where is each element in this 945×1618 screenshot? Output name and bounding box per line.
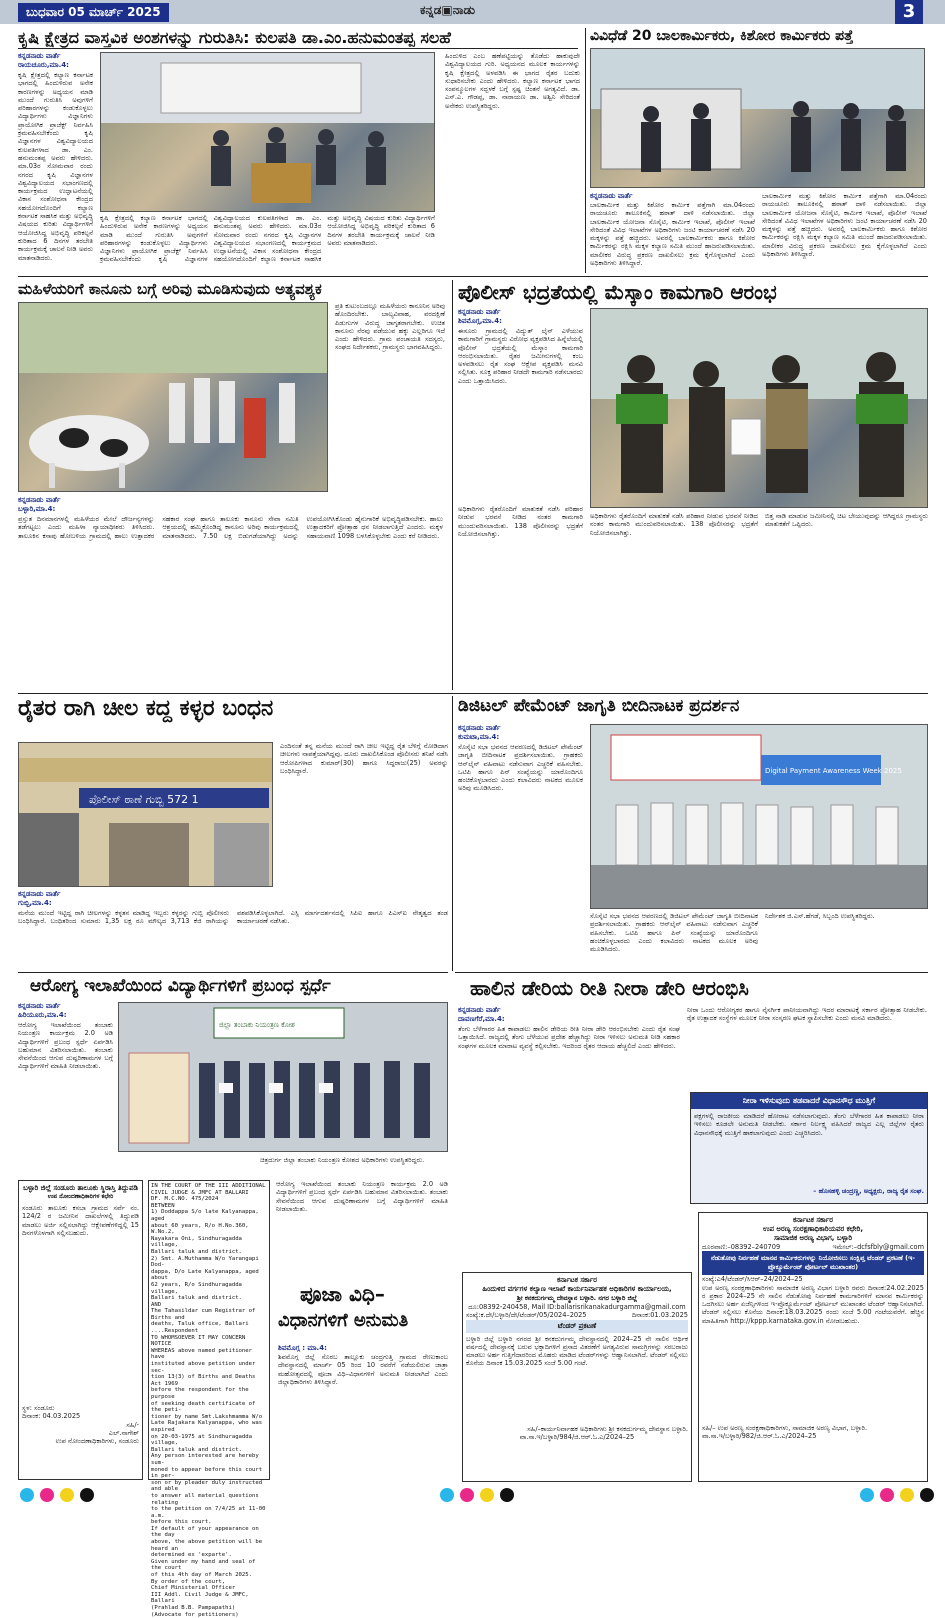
court-notice-line: of this 4th day of March 2025.	[151, 1572, 253, 1579]
court-notice-line: NOTICE	[151, 1341, 172, 1348]
mescom-protest-photo	[590, 308, 928, 508]
court-notice-line: before the respondent for the purpose	[151, 1387, 249, 1400]
neera-box-signature: – ಹೊಸಹಳ್ಳಿ ಚಂದ್ರಣ್ಣ, ಅಧ್ಯಕ್ಷರು, ರಾಜ್ಯ ರೈತ ಸಂಘ.	[813, 1187, 924, 1195]
tender-sign: ಸಹಿ/– ಉಪ ಅರಣ್ಯ ಸಂರಕ್ಷಣಾಧಿಕಾರಿಗಳು, ಸಾಮಾಜಿಕ ಅರಣ್ಯ ವಿಭಾಗ, ಬಳ್ಳಾರಿ.	[702, 1423, 868, 1432]
tender-footer: ವಾ.ಸಾ.ಇ/ಬಳ್ಳಾರಿ/982/ಜಿ.ಆರ್.ಓ.ಎ/2024–25	[702, 1431, 817, 1440]
dateline: ಕುಮಟಾ,ಮಾ.4:	[458, 733, 500, 741]
court-notice-line: III Addl. Civil Judge & JMFC, Ballari	[151, 1591, 249, 1605]
court-notice-line: Ballari taluk and district.	[151, 1446, 242, 1453]
article-headline: ಪೂಜಾ ವಿಧಿ–	[300, 1282, 385, 1306]
tender-footer: ವಾ.ಸಾ.ಇ/ಬಳ್ಳಾರಿ/984/ಜಿ.ಆರ್.ಓ.ಎ/2024–25	[519, 1432, 635, 1441]
court-notice-line: The Tahasildar cum Registrar of Births and	[151, 1308, 256, 1321]
court-notice-line: Nayakara Oni, Sindhuragadda village,	[151, 1235, 242, 1249]
tender-govt: ಕರ್ನಾಟಕ ಸರ್ಕಾರ	[793, 1216, 833, 1224]
article-body-cont: ಆರೋಗ್ಯ ಇಲಾಖೆಯಿಂದ ತಂಬಾಕು ನಿಯಂತ್ರಣ ಕಾರ್ಯಕ್ರಮ 2.0 ಅಡಿ ವಿದ್ಯಾರ್ಥಿಗಳಿಗೆ ಪ್ರಬಂಧ ಸ್ಪರ್ಧೆ ಏರ್ಪಡಿಸಿ ಬಹುಮಾನ ವಿತರಿಸಲಾಯಿತು. ತಂಬಾಕು ಸೇವನೆಯಿಂದ ಆಗುವ ದುಷ್ಪರಿಣಾಮಗಳ ಬಗ್ಗೆ ವಿದ್ಯಾರ್ಥಿಗಳಿಗೆ ಮಾಹಿತಿ ನೀಡಲಾಯಿತು.	[276, 1180, 448, 1213]
page-header	[0, 0, 945, 24]
photo-caption: ನಿರ್ದೇಶಕ ಜಿ.ಎಸ್.ಹೆಗಡೆ, ಸಿಬ್ಬಂದಿ ಉಪಸ್ಥಿತರಿದ್ದರು.	[765, 912, 875, 920]
photo-content-icon	[19, 743, 272, 886]
article-headline-2: ವಿಧಾನಗಳಿಗೆ ಅನುಮತಿ	[278, 1310, 409, 1331]
court-notice-line: TO WHOMSOEVER IT MAY CONCERN	[151, 1334, 246, 1341]
court-notice-line: (Prahlad B.B. Pampapathi)	[151, 1605, 236, 1611]
black-mark-icon	[920, 1488, 934, 1502]
photo-content-icon	[591, 49, 924, 187]
tender-body: ಉಪ ಅರಣ್ಯ ಸಂರಕ್ಷಣಾಧಿಕಾರಿಗಳು ಸಾಮಾಜಿಕ ಅರಣ್ಯ ವಿಭಾಗ ಬಳ್ಳಾರಿ ರವರು ದಿನಾಂಕ:24.02.2025 ರ ಪ್ರಕಾರ 2024–25 ನೇ ಸಾಲಿನ ನೆಡುತೋಪು ನಿರ್ವಹಣೆ ಕಾಮಗಾರಿಗಳಿಗೆ ಮಾನವ ಕಾರ್ಮಿಕರನ್ನು ಒದಗಿಸಲು ಅರ್ಹ ಏಜೆನ್ಸಿಗಳಿಂದ ಇ-ಪ್ರೊಕ್ಯೂರ್ಮೆಂಟ್ ಪೋರ್ಟಲ್ ಮುಖಾಂತರ ಟೆಂಡರ್ ಆಹ್ವಾನಿಸಲಾಗಿದೆ. ಟೆಂಡರ್ ಸಲ್ಲಿಸಲು ಕೊನೆಯ ದಿನಾಂಕ:18.03.2025 ರಂದು ಸಂಜೆ 5.00 ಗಂಟೆಯವರೆಗೆ. ಹೆಚ್ಚಿನ ಮಾಹಿತಿಗಾಗಿ http://kppp.karnataka.gov.in ನೋಡಬಹುದು.	[702, 1283, 924, 1325]
yellow-mark-icon	[900, 1488, 914, 1502]
black-mark-icon	[80, 1488, 94, 1502]
article-body: ಸೊಸೈಟಿ ಸಭಾ ಭವನದ ಆವರಣದಲ್ಲಿ ಡಿಜಿಟಲ್ ಪೇಮೆಂಟ್ ಜಾಗೃತಿ ಬೀದಿನಾಟಕ ಪ್ರದರ್ಶಿಸಲಾಯಿತು. ಗ್ರಾಹಕರು ಆನ್‌ಲೈನ್ ವಹಿವಾಟು ನಡೆಸುವಾಗ ಎಚ್ಚರಿಕೆ ವಹಿಸಬೇಕು. ಒಟಿಪಿ ಹಾಗೂ ಪಿನ್ ಸಂಖ್ಯೆಯನ್ನು ಯಾರೊಂದಿಗೂ ಹಂಚಿಕೊಳ್ಳಬಾರದು ಎಂದು ಕಲಾವಿದರು ನಾಟಕದ ಮೂಲಕ ಅರಿವು ಮೂಡಿಸಿದರು.	[458, 743, 583, 793]
byline: ಕನ್ನಡನಾಡು ವಾರ್ತೆ	[18, 496, 61, 504]
article-body: ಶಿವಮೊಗ್ಗ ಜಿಲ್ಲೆ ಸೊರಬ ತಾಲ್ಲೂಕು ಚಂದ್ರಗುತ್ತಿ ಗ್ರಾಮದ ರೇಣುಕಾಂಬ ದೇವಸ್ಥಾನದಲ್ಲಿ ಮಾರ್ಚ್ 05 ರಿಂದ 10 ರವರೆಗೆ ನಡೆಯಲಿರುವ ಜಾತ್ರಾ ಮಹೋತ್ಸವದಲ್ಲಿ ಪೂಜಾ ವಿಧಿ–ವಿಧಾನಗಳಿಗೆ ಅನುಮತಿ ನೀಡಲಾಗಿದೆ ಎಂದು ಜಿಲ್ಲಾಧಿಕಾರಿಗಳು ತಿಳಿಸಿದ್ದಾರೆ.	[278, 1353, 448, 1386]
court-notice-line: 62 years, R/o Sindhuragadda village,	[151, 1281, 242, 1295]
court-notice-line: Chief Ministerial Officer	[151, 1585, 236, 1592]
article-headline: ರೈತರ ರಾಗಿ ಚೀಲ ಕದ್ದ ಕಳ್ಳರ ಬಂಧನ	[18, 696, 274, 721]
byline: ಕನ್ನಡನಾಡು ವಾರ್ತೆ	[18, 1002, 61, 1010]
tender-sign: ಸಹಿ/–ಕಾರ್ಯನಿರ್ವಾಹಕ ಅಧಿಕಾರಿಗಳು ಶ್ರೀ ಕನಕದುರ್ಗಮ್ಮ ದೇವಸ್ಥಾನ ಬಳ್ಳಾರಿ.	[527, 1424, 688, 1433]
article-body-cont: ಕೃಷಿ ಕ್ಷೇತ್ರದಲ್ಲಿ ಕಲ್ಯಾಣ ಕರ್ನಾಟಕ ಭಾಗದಲ್ಲಿ ಹಿಂದುಳಿರುವ ಅನೇಕ ಕಾರಣಗಳನ್ನು ಅಧ್ಯಯನ ಮಾಡಿ ಮುಂದೆ ಗುರುತಿಸಿ ಅವುಗಳಿಗೆ ಪರಿಹಾರಗಳನ್ನು ಕಂಡುಕೊಳ್ಳಲು ವಿದ್ಯಾರ್ಥಿಗಳು ವಿಜ್ಞಾನಿಗಳು ಪ್ರಾಯೋಗಿಕ ಪ್ರಾಜೆಕ್ಟ್ ನಿರ್ವಹಿಸಿ ಕ್ರಮವಹಿಸಬೇಕೆಂದು ಕೃಷಿ ವಿಜ್ಞಾನಗಳ ವಿಶ್ವವಿದ್ಯಾಲಯದ ಕುಲಪತಿಗಳಾದ ಡಾ. ಎಂ. ಹನುಮಂತಪ್ಪ ಅವರು ಹೇಳಿದರು. ಮಾ.03ರ ಸೋಮವಾರ ರಂದು ನಗರದ ಕೃಷಿ ವಿಜ್ಞಾನಗಳ ವಿಶ್ವವಿದ್ಯಾಲಯದ ಸಭಾಂಗಣದಲ್ಲಿ ಕಾರ್ಯಕ್ರಮದ ಉದ್ಘಾಟನೆಯಲ್ಲಿ ವಿಕಾಸ ಸಂಶೋಧನಾ ಕೇಂದ್ರದ ಸಹಯೋಗದೊಂದಿಗೆ ಕಲ್ಯಾಣ ಕರ್ನಾಟಕ ಸಾಹಸಿಕ ಮತ್ತು ಅಭಿವೃದ್ಧಿ ವಿಷಯದ ಕುರಿತು ವಿದ್ಯಾರ್ಥಿಗಳಿಗೆ ಆಯೋಜಿಸಿದ್ದ ಅಭಿವೃದ್ಧಿ ಪರಿಕಲ್ಪನೆ ಕುರಿತಾದ 6 ದಿನಗಳ ತರಬೇತಿ ಕಾರ್ಯಕ್ರಮಕ್ಕೆ ಚಾಲನೆ ನೀಡಿ ಅವರು ಮಾತನಾಡಿದರು.	[100, 214, 435, 264]
column-divider	[452, 280, 453, 690]
article-headline: ಹಾಲಿನ ಡೇರಿಯ ರೀತಿ ನೀರಾ ಡೇರಿ ಆರಂಭಿಸಿ	[470, 976, 749, 1000]
court-notice-line: instituted above petition under sec-	[151, 1361, 256, 1374]
notice-sign-5: ಉಪ ನೋಂದಣಾಧಿಕಾರಿಗಳು, ಸಂಡೂರು	[55, 1437, 139, 1446]
divider	[455, 972, 928, 973]
tender-bar: ನೆಡುತೋಪು ನಿರ್ವಹಣೆ ಮಾನವ ಕಾರ್ಮಿಕರುಗಳನ್ನು ನಿಯೋಜಿಸಲು ಸಂಕ್ಷಿಪ್ತ ಟೆಂಡರ್ ಪ್ರಕಟಣೆ (ಇ-ಪ್ರೊಕ್ಯೂರ್ಮೆಂಟ್ ಪೋರ್ಟಲ್ ಮುಖಾಂತರ)	[702, 1251, 924, 1275]
photo-caption: ಬಿತ್ತ ನಾಡಿ ಮಾಡುವ ಜಮೀನಿನಲ್ಲಿ ಚಿಟ ಬೇಯುವುದನ್ನು ಆಗಿದ್ದರೂ ಗ್ರಾಮಸ್ಥರು ಮಾತುಕತೆಗೆ ಒಪ್ಪಿದರು.	[765, 512, 928, 529]
article-body-cont: ಅಧಿಕಾರಿಗಳು ರೈತರೊಂದಿಗೆ ಮಾತುಕತೆ ನಡೆಸಿ ಪರಿಹಾರ ನೀಡುವ ಭರವಸೆ ನೀಡಿದ ನಂತರ ಕಾಮಗಾರಿ ಮುಂದುವರಿಸಲಾಯಿತು. 138 ಪೊಲೀಸರನ್ನು ಭದ್ರತೆಗೆ ನಿಯೋಜಿಸಲಾಗಿತ್ತು.	[590, 512, 758, 537]
neera-box-title: ನೀರಾ ಇಳಿಸುವುದು ತಡವಾದರೆ ವಿಧಾನಸೌಧ ಮುತ್ತಿಗೆ	[691, 1093, 927, 1109]
court-notice-line: Given under my hand and seal of the court	[151, 1558, 256, 1572]
court-notice	[148, 1180, 270, 1618]
forest-tender-notice	[698, 1212, 928, 1482]
tender-email: ಇಮೇಲ್:–dcfsfbly@gmail.com	[832, 1243, 924, 1251]
tender-ref: ಸಂಖ್ಯೆ:ಎ4/ಟೆಂಡರ್/ಸಿಆರ್–24/2024–25	[702, 1275, 803, 1284]
cyan-mark-icon	[20, 1488, 34, 1502]
court-notice-line: Ballari taluk and district.	[151, 1248, 242, 1255]
photo-content-icon	[119, 1003, 447, 1151]
article-body: ಕೃಷಿ ಕ್ಷೇತ್ರದಲ್ಲಿ ಕಲ್ಯಾಣ ಕರ್ನಾಟಕ ಭಾಗದಲ್ಲಿ ಹಿಂದುಳಿರುವ ಅನೇಕ ಕಾರಣಗಳನ್ನು ಅಧ್ಯಯನ ಮಾಡಿ ಮುಂದೆ ಗುರುತಿಸಿ ಅವುಗಳಿಗೆ ಪರಿಹಾರಗಳನ್ನು ಕಂಡುಕೊಳ್ಳಲು ವಿದ್ಯಾರ್ಥಿಗಳು ವಿಜ್ಞಾನಿಗಳು ಪ್ರಾಯೋಗಿಕ ಪ್ರಾಜೆಕ್ಟ್ ನಿರ್ವಹಿಸಿ ಕ್ರಮವಹಿಸಬೇಕೆಂದು ಕೃಷಿ ವಿಜ್ಞಾನಗಳ ವಿಶ್ವವಿದ್ಯಾಲಯದ ಕುಲಪತಿಗಳಾದ ಡಾ. ಎಂ. ಹನುಮಂತಪ್ಪ ಅವರು ಹೇಳಿದರು. ಮಾ.03ರ ಸೋಮವಾರ ರಂದು ನಗರದ ಕೃಷಿ ವಿಜ್ಞಾನಗಳ ವಿಶ್ವವಿದ್ಯಾಲಯದ ಸಭಾಂಗಣದಲ್ಲಿ ಕಾರ್ಯಕ್ರಮದ ಉದ್ಘಾಟನೆಯಲ್ಲಿ ವಿಕಾಸ ಸಂಶೋಧನಾ ಕೇಂದ್ರದ ಸಹಯೋಗದೊಂದಿಗೆ ಕಲ್ಯಾಣ ಕರ್ನಾಟಕ ಸಾಹಸಿಕ ಮತ್ತು ಅಭಿವೃದ್ಧಿ ವಿಷಯದ ಕುರಿತು ವಿದ್ಯಾರ್ಥಿಗಳಿಗೆ ಆಯೋಜಿಸಿದ್ದ ಅಭಿವೃದ್ಧಿ ಪರಿಕಲ್ಪನೆ ಕುರಿತಾದ 6 ದಿನಗಳ ತರಬೇತಿ ಕಾರ್ಯಕ್ರಮಕ್ಕೆ ಚಾಲನೆ ನೀಡಿ ಅವರು ಮಾತನಾಡಿದರು.	[18, 71, 93, 262]
tender-body: ಬಳ್ಳಾರಿ ಜಿಲ್ಲೆ ಬಳ್ಳಾರಿ ನಗರದ ಶ್ರೀ ಕನಕದುರ್ಗಮ್ಮ ದೇವಸ್ಥಾನದಲ್ಲಿ 2024–25 ನೇ ಸಾಲಿನ ಆರ್ಥಿಕ ವರ್ಷದಲ್ಲಿ ದೇವಸ್ಥಾನಕ್ಕೆ ಬರುವ ಭಕ್ತಾದಿಗಳಿಗೆ ಪ್ರಸಾದ ವಿತರಣೆಗೆ ಅಗತ್ಯವಿರುವ ಸಾಮಗ್ರಿಗಳನ್ನು ಸರಬರಾಜು ಮಾಡಲು ಅರ್ಹ ಗುತ್ತಿಗೆದಾರರಿಂದ ಮೊಹರು ಮಾಡಿದ ಟೆಂಡರ್‌ಗಳನ್ನು ಆಹ್ವಾನಿಸಲಾಗಿದೆ. ಟೆಂಡರ್ ಸಲ್ಲಿಸಲು ಕೊನೆಯ ದಿನಾಂಕ 15.03.2025 ಸಂಜೆ 5.00 ಗಂಟೆ.	[466, 1334, 688, 1368]
court-notice-line: WHEREAS above named petitioner have	[151, 1347, 253, 1361]
court-notice-line: (Advocate for petitioners)	[151, 1611, 239, 1618]
court-notice-line: By order of the court,	[151, 1578, 226, 1585]
article-body-2: ಪ್ರತಿ ಕುಟುಂಬದಲ್ಲೂ ಮಹಿಳೆಯರು ಕಾನೂನಿನ ಅರಿವು ಹೊಂದಿರಬೇಕು. ಬಾಲ್ಯವಿವಾಹ, ವರದಕ್ಷಿಣೆ ಪಿಡುಗುಗಳ ವಿರುದ್ಧ ಜಾಗೃತರಾಗಬೇಕು. ಉಚಿತ ಕಾನೂನು ನೆರವು ಪಡೆಯುವ ಹಕ್ಕು ಎಲ್ಲರಿಗೂ ಇದೆ ಎಂದು ಹೇಳಿದರು. ಗ್ರಾಮ ಪಂಚಾಯತಿ ಸದಸ್ಯರು, ಸಂಘದ ನಿರ್ದೇಶಕರು, ಗ್ರಾಮಸ್ಥರು ಭಾಗವಹಿಸಿದ್ದರು.	[335, 302, 445, 352]
article-body-cont: ಬಾಲಕಾರ್ಮಿಕ ಮತ್ತು ಕಿಶೋರ ಕಾರ್ಮಿಕ ಪತ್ತೆಗಾಗಿ ಮಾ.04ರಂದು ರಾಯಚೂರು ತಾಲೂಕಿನಲ್ಲಿ ಹಠಾತ್ ದಾಳಿ ನಡೆಸಲಾಯಿತು. ಜಿಲ್ಲಾ ಬಾಲಕಾರ್ಮಿಕ ಯೋಜನಾ ಸೊಸೈಟಿ, ಕಾರ್ಮಿಕ ಇಲಾಖೆ, ಪೊಲೀಸ್ ಇಲಾಖೆ ಸೇರಿದಂತೆ ವಿವಿಧ ಇಲಾಖೆಗಳ ಅಧಿಕಾರಿಗಳು ಜಂಟಿ ಕಾರ್ಯಾಚರಣೆ ನಡೆಸಿ 20 ಮಕ್ಕಳನ್ನು ಪತ್ತೆ ಹಚ್ಚಿದರು. ಅವರಲ್ಲಿ ಬಾಲಕಾರ್ಮಿಕರು ಹಾಗೂ ಕಿಶೋರ ಕಾರ್ಮಿಕರನ್ನು ರಕ್ಷಿಸಿ ಮಕ್ಕಳ ಕಲ್ಯಾಣ ಸಮಿತಿ ಮುಂದೆ ಹಾಜರುಪಡಿಸಲಾಯಿತು. ಮಾಲೀಕರ ವಿರುದ್ಧ ಪ್ರಕರಣ ದಾಖಲಿಸಲು ಕ್ರಮ ಕೈಗೊಳ್ಳಲಾಗಿದೆ ಎಂದು ಅಧಿಕಾರಿಗಳು ತಿಳಿಸಿದ್ದಾರೆ.	[762, 192, 927, 259]
board-text: ಜಿಲ್ಲಾ ತಂಬಾಕು ನಿಯಂತ್ರಣ ಕೋಶ	[219, 1021, 295, 1029]
article-body-2: ಎಂದಿನಂತೆ ತನ್ನ ಮನೆಯ ಮುಂದೆ ರಾಗಿ ಚೀಲ ಇಟ್ಟಿದ್ದ ರೈತ ಬೆಳಿಗ್ಗೆ ನೋಡಿದಾಗ ಚೀಲಗಳು ನಾಪತ್ತೆಯಾಗಿದ್ದವು. ದೂರು ದಾಖಲಿಸಿಕೊಂಡ ಪೊಲೀಸರು ತನಿಖೆ ನಡೆಸಿ ಆರೋಪಿಗಳಾದ ಕುಮಾರ್(30) ಹಾಗೂ ಸಿದ್ದರಾಜು(25) ಅವರನ್ನು ಬಂಧಿಸಿದ್ದಾರೆ.	[280, 742, 448, 775]
magenta-mark-icon	[40, 1488, 54, 1502]
photo-caption: ಚಿತ್ರದುರ್ಗ ಜಿಲ್ಲಾ ತಂಬಾಕು ನಿಯಂತ್ರಣ ಕೋಶದ ಅಧಿಕಾರಿಗಳು ಉಪಸ್ಥಿತರಿದ್ದರು.	[260, 1156, 425, 1164]
byline: ಕನ್ನಡನಾಡು ವಾರ್ತೆ	[18, 52, 61, 60]
court-notice-line: to the petition on 7/4/25 at 11-00 a.m.	[151, 1506, 266, 1519]
dateline: ಶಿವಮೊಗ್ಗ,ಮಾ.4:	[458, 317, 502, 325]
temple-tender-notice	[462, 1272, 692, 1482]
page-number: 3	[895, 0, 923, 24]
tender-bar: ಟೆಂಡರ್ ಪ್ರಕಟಣೆ	[466, 1320, 688, 1333]
court-notice-text	[151, 1183, 267, 1618]
article-body: ಈಸೂರು ಗ್ರಾಮದಲ್ಲಿ ವಿದ್ಯುತ್ ಲೈನ್ ಎಳೆಯುವ ಕಾಮಗಾರಿಗೆ ಗ್ರಾಮಸ್ಥರು ವಿರೋಧ ವ್ಯಕ್ತಪಡಿಸಿದ ಹಿನ್ನೆಲೆಯಲ್ಲಿ ಪೊಲೀಸ್ ಭದ್ರತೆಯಲ್ಲಿ ಮೆಸ್ಕಾಂ ಕಾಮಗಾರಿ ಆರಂಭಿಸಲಾಯಿತು. ರೈತರ ಜಮೀನುಗಳಲ್ಲಿ ಕಂಬ ಅಳವಡಿಸಲು ರೈತ ಸಂಘ ಆಕ್ಷೇಪ ವ್ಯಕ್ತಪಡಿಸಿ ಮನವಿ ಸಲ್ಲಿಸಿತು. ಸೂಕ್ತ ಪರಿಹಾರ ನೀಡದೇ ಕಾಮಗಾರಿ ನಡೆಸಬಾರದು ಎಂದು ಒತ್ತಾಯಿಸಿದರು.	[458, 327, 583, 385]
court-notice-line: to answer all material questions relating	[151, 1492, 259, 1506]
masthead: ಕನ್ನಡ▣ನಾಡು	[420, 3, 476, 17]
photo-content-icon	[101, 53, 434, 211]
court-notice-line: Ballari taluk and district.	[151, 1295, 242, 1302]
article-body: ಆರೋಗ್ಯ ಇಲಾಖೆಯಿಂದ ತಂಬಾಕು ನಿಯಂತ್ರಣ ಕಾರ್ಯಕ್ರಮ 2.0 ಅಡಿ ವಿದ್ಯಾರ್ಥಿಗಳಿಗೆ ಪ್ರಬಂಧ ಸ್ಪರ್ಧೆ ಏರ್ಪಡಿಸಿ ಬಹುಮಾನ ವಿತರಿಸಲಾಯಿತು. ತಂಬಾಕು ಸೇವನೆಯಿಂದ ಆಗುವ ದುಷ್ಪರಿಣಾಮಗಳ ಬಗ್ಗೆ ವಿದ್ಯಾರ್ಥಿಗಳಿಗೆ ಮಾಹಿತಿ ನೀಡಲಾಯಿತು.	[18, 1021, 113, 1071]
divider	[18, 693, 928, 694]
article-headline: ಮಹಿಳೆಯರಿಗೆ ಕಾನೂನು ಬಗ್ಗೆ ಅರಿವು ಮೂಡಿಸುವುದು ಅತ್ಯವಶ್ಯಕ	[18, 280, 322, 298]
station-sign: ಪೊಲೀಸ್ ಠಾಣೆ ಗುಬ್ಬಿ 572 1	[89, 793, 199, 806]
article-headline: ಆರೋಗ್ಯ ಇಲಾಖೆಯಿಂದ ವಿದ್ಯಾರ್ಥಿಗಳಿಗೆ ಪ್ರಬಂಧ ಸ್ಪರ್ಧೆ	[30, 976, 331, 996]
tender-office: ಉಪ ಅರಣ್ಯ ಸಂರಕ್ಷಣಾಧಿಕಾರಿಯವರ ಕಛೇರಿ,	[762, 1225, 864, 1233]
article-body-2: ನೀರಾ ಒಂದು ಆರೋಗ್ಯಕರ ಹಾಗೂ ನೈಸರ್ಗಿಕ ಪಾನೀಯವಾಗಿದ್ದು ಇದರ ಮಾರಾಟಕ್ಕೆ ಸರ್ಕಾರ ಪ್ರೋತ್ಸಾಹ ನೀಡಬೇಕು. ರೈತ ಉತ್ಪಾದಕ ಸಂಸ್ಥೆಗಳ ಮೂಲಕ ನೀರಾ ಸಂಸ್ಕರಣ ಘಟಕ ಸ್ಥಾಪಿಸಬೇಕು ಎಂದು ಮನವಿ ಮಾಡಿದರು.	[687, 1006, 927, 1023]
court-notice-line: ....Respondent	[151, 1328, 199, 1335]
divider	[18, 276, 928, 277]
yellow-mark-icon	[480, 1488, 494, 1502]
tender-date: ದಿನಾಂಕ:01.03.2025	[631, 1311, 688, 1320]
photo-content-icon	[19, 303, 327, 491]
cyan-mark-icon	[440, 1488, 454, 1502]
photo-content-icon	[591, 725, 927, 908]
cow-event-photo	[18, 302, 328, 492]
police-station-photo	[18, 742, 273, 887]
byline: ಶಿವಮೊಗ್ಗ : ಮಾ.4:	[278, 1344, 327, 1352]
banner-text: Digital Payment Awareness Week 2025	[765, 767, 902, 775]
court-notice-line: IN THE COURT OF THE III ADDITIONAL	[151, 1183, 266, 1189]
dateline: ಗುಬ್ಬಿ,ಮಾ.4:	[18, 899, 52, 907]
article-body: ಪ್ರಸ್ತುತ ದಿನಮಾನಗಳಲ್ಲಿ ಮಹಿಳೆಯರ ಮೇಲೆ ದೌರ್ಜನ್ಯಗಳನ್ನು ತಡೆಗಟ್ಟಲು ಎಂದು ಮಹಿಳಾ ನ್ಯಾಯಾಧೀಶರು ತಿಳಿಸಿದರು. ತಾಲೂಕಿನ ಕಸಾಪು ಹೋಬಳಿಯ ಗ್ರಾಮದಲ್ಲಿ ಹಾಲು ಉತ್ಪಾದಕರ ಸಹಕಾರ ಸಂಘ ಹಾಗೂ ತಾಲೂಕು ಕಾನೂನು ಸೇವಾ ಸಮಿತಿ ಆಶ್ರಯದಲ್ಲಿ ಹಮ್ಮಿಕೊಂಡಿದ್ದ ಕಾನೂನು ಅರಿವು ಕಾರ್ಯಕ್ರಮದಲ್ಲಿ ಮಾತನಾಡಿದರು. 7.50 ಲಕ್ಷ ಬಿಡುಗಡೆಯಾಗಿದ್ದು ಅದನ್ನು ಉಪಯೋಗಿಸಿಕೊಂಡು ಹೈನುಗಾರಿಕೆ ಅಭಿವೃದ್ಧಿಪಡಿಸಬೇಕು. ಹಾಲು ಉತ್ಪಾದಕರಿಗೆ ಪ್ರೋತ್ಸಾಹ ಧನ ನೀಡಲಾಗುತ್ತಿದೆ ಎಂದರು. ಮಕ್ಕಳ ಸಹಾಯವಾಣಿ 1098 ಬಳಸಿಕೊಳ್ಳಬೇಕು ಎಂದು ಕರೆ ನೀಡಿದರು.	[18, 515, 443, 540]
cyan-mark-icon	[860, 1488, 874, 1502]
street-play-photo	[590, 724, 928, 909]
court-notice-line: AND	[151, 1301, 162, 1308]
tender-ref: ಸಂಖ್ಯೆ:ಕ.ದೇ/ಬಳ್ಳಾರಿ/ದೇ/ಟೆಂಡರ್/05/2024–2025	[466, 1311, 587, 1320]
article-body-2: ಹಿಂದುಳಿದ ಎಂಬ ಹಣೆಪಟ್ಟಿಯನ್ನು ತೊಡೆದು ಹಾಕುವುದೇ ವಿಶ್ವವಿದ್ಯಾಲಯದ ಗುರಿ. ಅಧ್ಯಯನದ ಮೂಲಕ ಕಾರ್ಯಗಳನ್ನು ಕೃಷಿ ಕ್ಷೇತ್ರದಲ್ಲಿ ಅಳವಡಿಸಿ ಈ ಭಾಗದ ರೈತರ ಬದುಕು ಸುಧಾರಿಸಬೇಕು ಎಂದು ಹೇಳಿದರು. ಕಲ್ಯಾಣ ಕರ್ನಾಟಕ ಭಾಗದ ಸಂಪನ್ಮೂಲಗಳ ಸದ್ಬಳಕೆ ಬಗ್ಗೆ ಸ್ಪಷ್ಟ ಚಿಂತನೆ ಅಗತ್ಯವಿದೆ. ಡಾ. ಎಸ್.ಎ. ಗೌಡಪ್ಪ, ಡಾ. ನಾರಾಯಣ ಡಾ. ಅಶ್ವಿನಿ ಸೇರಿದಂತೆ ಅನೇಕರು ಉಪಸ್ಥಿತರಿದ್ದರು.	[445, 52, 580, 110]
column-divider	[452, 696, 453, 971]
byline: ಕನ್ನಡನಾಡು ವಾರ್ತೆ	[458, 1006, 501, 1014]
notice-subtitle: ಉಪ ನೋಂದಣಾಧಿಕಾರಿಗಳ ಕಛೇರಿ	[47, 1193, 114, 1200]
court-notice-line: son or by pleader duly instructed and able	[151, 1479, 263, 1493]
registration-marks-center	[440, 1488, 514, 1502]
tender-contact: ದೂ:08392-240458, Mail ID:ballarisrikanakadurgamma@gmail.com	[468, 1303, 686, 1311]
property-notice	[18, 1180, 143, 1480]
court-notice-line: dappa, D/o Late Kalyanappa, aged about	[151, 1268, 259, 1282]
article-headline: ವಿವಿಧೆಡೆ 20 ಬಾಲಕಾರ್ಮಿಕರು, ಕಿಶೋರ ಕಾರ್ಮಿಕರು ಪತ್ತೆ	[590, 28, 854, 44]
article-body-cont: ಸೊಸೈಟಿ ಸಭಾ ಭವನದ ಆವರಣದಲ್ಲಿ ಡಿಜಿಟಲ್ ಪೇಮೆಂಟ್ ಜಾಗೃತಿ ಬೀದಿನಾಟಕ ಪ್ರದರ್ಶಿಸಲಾಯಿತು. ಗ್ರಾಹಕರು ಆನ್‌ಲೈನ್ ವಹಿವಾಟು ನಡೆಸುವಾಗ ಎಚ್ಚರಿಕೆ ವಹಿಸಬೇಕು. ಒಟಿಪಿ ಹಾಗೂ ಪಿನ್ ಸಂಖ್ಯೆಯನ್ನು ಯಾರೊಂದಿಗೂ ಹಂಚಿಕೊಳ್ಳಬಾರದು ಎಂದು ಕಲಾವಿದರು ನಾಟಕದ ಮೂಲಕ ಅರಿವು ಮೂಡಿಸಿದರು.	[590, 912, 758, 954]
court-notice-line: about 60 years, R/o H.No.360, W.No.2,	[151, 1222, 249, 1236]
notice-sign-4: ಎಲ್.ನಾಗೇಶ್	[108, 1428, 139, 1437]
tender-sub: ಶ್ರೀ ಕನಕದುರ್ಗಮ್ಮ ದೇವಸ್ಥಾನ ಬಳ್ಳಾರಿ. ನಗರ ಬಳ್ಳಾರಿ ಜಿಲ್ಲೆ	[516, 1294, 638, 1302]
byline: ಕನ್ನಡನಾಡು ವಾರ್ತೆ	[18, 890, 61, 898]
divider	[18, 972, 448, 973]
notice-sign-2: ದಿನಾಂಕ: 04.03.2025	[22, 1412, 81, 1421]
magenta-mark-icon	[880, 1488, 894, 1502]
tender-office: ಹಿಂದುಳಿದ ವರ್ಗಗಳ ಕಲ್ಯಾಣ ಇಲಾಖೆ ಕಾರ್ಯನಿರ್ವಾಹಕ ಅಧಿಕಾರಿಗಳ ಕಾರ್ಯಾಲಯ,	[482, 1285, 672, 1293]
court-notice-line: Any person interested are hereby sum-	[151, 1453, 259, 1466]
article-headline: ಕೃಷಿ ಕ್ಷೇತ್ರದ ವಾಸ್ತವಿಕ ಅಂಶಗಳನ್ನು ಗುರುತಿಸಿ: ಕುಲಪತಿ ಡಾ.ಎಂ.ಹನುಮಂತಪ್ಪ ಸಲಹೆ	[18, 28, 451, 47]
registration-marks-left	[20, 1488, 94, 1502]
court-notice-line: determined ex 'exparte'.	[151, 1552, 232, 1559]
article-headline: ಡಿಜಿಟಲ್ ಪೇಮೆಂಟ್ ಜಾಗೃತಿ ಬೀದಿನಾಟಕ ಪ್ರದರ್ಶನ	[458, 696, 740, 716]
byline: ಕನ್ನಡನಾಡು ವಾರ್ತೆ	[458, 308, 501, 316]
tender-sub: ಸಾಮಾಜಿಕ ಅರಣ್ಯ ವಿಭಾಗ, ಬಳ್ಳಾರಿ	[773, 1234, 853, 1242]
registration-marks-right	[860, 1488, 934, 1502]
article-body: ತೆಂಗು ಬೆಳೆಗಾರರ ಹಿತ ಕಾಪಾಡಲು ಹಾಲಿನ ಡೇರಿಯ ರೀತಿ ನೀರಾ ಡೇರಿ ಆರಂಭಿಸಬೇಕು ಎಂದು ರೈತ ಸಂಘ ಒತ್ತಾಯಿಸಿದೆ. ರಾಜ್ಯದಲ್ಲಿ ತೆಂಗು ಬೆಳೆಯುವ ಪ್ರದೇಶ ಹೆಚ್ಚಾಗಿದ್ದು ನೀರಾ ಇಳಿಸಲು ಅನುಮತಿ ನೀಡಿ ಸಹಕಾರ ಸಂಘಗಳ ಮೂಲಕ ಮಾರಾಟ ವ್ಯವಸ್ಥೆ ಕಲ್ಪಿಸಬೇಕು. ಇದರಿಂದ ರೈತರ ಆದಾಯ ಹೆಚ್ಚಲಿದೆ ಎಂದು ಹೇಳಿದರು.	[458, 1025, 680, 1050]
neera-box	[690, 1092, 928, 1204]
court-notice-line: on 20-03-1975 at Sindhuragadda village,	[151, 1433, 253, 1447]
article-body-more: ಅಧಿಕಾರಿಗಳು ರೈತರೊಂದಿಗೆ ಮಾತುಕತೆ ನಡೆಸಿ ಪರಿಹಾರ ನೀಡುವ ಭರವಸೆ ನೀಡಿದ ನಂತರ ಕಾಮಗಾರಿ ಮುಂದುವರಿಸಲಾಯಿತು. 138 ಪೊಲೀಸರನ್ನು ಭದ್ರತೆಗೆ ನಿಯೋಜಿಸಲಾಗಿತ್ತು.	[458, 505, 583, 538]
court-notice-line: 2) Smt. A.Muthamma W/o Yarangapi Dod-	[151, 1255, 259, 1269]
neera-box-body: ಪಕ್ಷಗಳಲ್ಲಿ ರಾಜಕೀಯ ಮಾಡಿದರೆ ಹೋರಾಟ ನಡೆಸಲಾಗುವುದು. ತೆಂಗು ಬೆಳೆಗಾರರ ಹಿತ ಕಾಪಾಡಲು ನೀರಾ ಇಳಿಸಲು ಕೂಡಲೇ ಅನುಮತಿ ನೀಡಬೇಕು. ಸರ್ಕಾರ ನಿರ್ಲಕ್ಷ್ಯ ವಹಿಸಿದರೆ ರಾಜ್ಯದ ಎಲ್ಲ ಜಿಲ್ಲೆಗಳ ರೈತರು ವಿಧಾನಸೌಧಕ್ಕೆ ಮುತ್ತಿಗೆ ಹಾಕಲಾಗುವುದು ಎಂದು ಎಚ್ಚರಿಸಿದರು.	[694, 1112, 924, 1137]
dateline: ರಾಯಚೂರು,ಮಾ.4:	[18, 61, 69, 69]
court-notice-line: of seeking death certificate of the peti-	[151, 1400, 256, 1414]
court-notice-line: tioner by name Smt.Lakshmamma W/o	[151, 1413, 263, 1420]
ceremony-photo	[100, 52, 435, 212]
court-notice-line: above, the above petition will be heard an	[151, 1539, 263, 1552]
students-award-photo	[118, 1002, 448, 1152]
issue-date: ಬುಧವಾರ 05 ಮಾರ್ಚ್ 2025	[18, 3, 169, 22]
photo-content-icon	[591, 309, 927, 507]
magenta-mark-icon	[460, 1488, 474, 1502]
dateline: ದಾವಣಗೆರೆ,ಮಾ.4:	[458, 1015, 505, 1023]
notice-body: ಸಂಡೂರು ತಾಲೂಕು ಕಸಬಾ ಗ್ರಾಮದ ಸರ್ವೆ ನಂ. 124/2 ರ ಜಮೀನಿನ ದಾಖಲೆಗಳಲ್ಲಿ ತಿದ್ದುಪಡಿ ಮಾಡಲು ಅರ್ಜಿ ಸಲ್ಲಿಸಲಾಗಿದ್ದು ಆಕ್ಷೇಪಣೆಗಳಿದ್ದಲ್ಲಿ 15 ದಿನಗಳೊಳಗಾಗಿ ಸಲ್ಲಿಸಬಹುದು.	[22, 1204, 139, 1237]
yellow-mark-icon	[60, 1488, 74, 1502]
column-divider	[585, 28, 586, 273]
court-notice-line: tion 13(3) of Births and Deaths Act 1969	[151, 1374, 256, 1387]
court-notice-line: If default of your appearance on the day	[151, 1525, 259, 1539]
raid-photo	[590, 48, 925, 188]
dateline: ಬಳ್ಳಾರಿ,ಮಾ.4:	[18, 505, 56, 513]
court-notice-line: DF. M.C.NO. 475/2024	[151, 1196, 219, 1203]
article-body: ಬಾಲಕಾರ್ಮಿಕ ಮತ್ತು ಕಿಶೋರ ಕಾರ್ಮಿಕ ಪತ್ತೆಗಾಗಿ ಮಾ.04ರಂದು ರಾಯಚೂರು ತಾಲೂಕಿನಲ್ಲಿ ಹಠಾತ್ ದಾಳಿ ನಡೆಸಲಾಯಿತು. ಜಿಲ್ಲಾ ಬಾಲಕಾರ್ಮಿಕ ಯೋಜನಾ ಸೊಸೈಟಿ, ಕಾರ್ಮಿಕ ಇಲಾಖೆ, ಪೊಲೀಸ್ ಇಲಾಖೆ ಸೇರಿದಂತೆ ವಿವಿಧ ಇಲಾಖೆಗಳ ಅಧಿಕಾರಿಗಳು ಜಂಟಿ ಕಾರ್ಯಾಚರಣೆ ನಡೆಸಿ 20 ಮಕ್ಕಳನ್ನು ಪತ್ತೆ ಹಚ್ಚಿದರು. ಅವರಲ್ಲಿ ಬಾಲಕಾರ್ಮಿಕರು ಹಾಗೂ ಕಿಶೋರ ಕಾರ್ಮಿಕರನ್ನು ರಕ್ಷಿಸಿ ಮಕ್ಕಳ ಕಲ್ಯಾಣ ಸಮಿತಿ ಮುಂದೆ ಹಾಜರುಪಡಿಸಲಾಯಿತು. ಮಾಲೀಕರ ವಿರುದ್ಧ ಪ್ರಕರಣ ದಾಖಲಿಸಲು ಕ್ರಮ ಕೈಗೊಳ್ಳಲಾಗಿದೆ ಎಂದು ಅಧಿಕಾರಿಗಳು ತಿಳಿಸಿದ್ದಾರೆ.	[590, 201, 755, 268]
article-body: ಮನೆಯ ಮುಂದೆ ಇಟ್ಟಿದ್ದ ರಾಗಿ ಚೀಲಗಳನ್ನು ಕಳ್ಳತನ ಮಾಡಿದ್ದ ಇಬ್ಬರು ಕಳ್ಳರನ್ನು ಗುಬ್ಬಿ ಪೊಲೀಸರು ಬಂಧಿಸಿದ್ದಾರೆ. ಬಂಧಿತರಿಂದ ಸುಮಾರು 1,35 ಲಕ್ಷ ರೂ ಮೌಲ್ಯದ 3,713 ಕೆಜಿ ರಾಗಿಯನ್ನು ವಶಪಡಿಸಿಕೊಳ್ಳಲಾಗಿದೆ. ಎಸ್ಪಿ ಮಾರ್ಗದರ್ಶನದಲ್ಲಿ ಸಿಪಿಐ ಹಾಗೂ ಪಿಎಸ್ಐ ನೇತೃತ್ವದ ತಂಡ ಕಾರ್ಯಾಚರಣೆ ನಡೆಸಿತು.	[18, 909, 448, 926]
byline: ಕನ್ನಡನಾಡು ವಾರ್ತೆ	[458, 724, 501, 732]
court-notice-line: BETWEEN	[151, 1202, 175, 1209]
article-headline: ಪೊಲೀಸ್ ಭದ್ರತೆಯಲ್ಲಿ ಮೆಸ್ಕಾಂ ಕಾಮಗಾರಿ ಆರಂಭ	[458, 280, 777, 304]
notice-title: ಬಳ್ಳಾರಿ ಜಿಲ್ಲೆ ಸಂಡೂರು ತಾಲೂಕು ಸ್ಥಿರಾಸ್ತಿ ತಿದ್ದುಪಡಿ	[23, 1184, 138, 1192]
black-mark-icon	[500, 1488, 514, 1502]
dateline: ಹಿರಿಯೂರು,ಮಾ.4:	[18, 1011, 67, 1019]
notice-sign-1: ಸ್ಥಳ: ಸಂಡೂರು	[22, 1404, 55, 1412]
tender-govt: ಕರ್ನಾಟಕ ಸರ್ಕಾರ	[557, 1276, 597, 1284]
divider	[18, 48, 578, 49]
court-notice-line: 1) Doddappa S/o late Kalyanappa, aged	[151, 1209, 259, 1222]
court-notice-line: moned to appear before this court in per-	[151, 1466, 263, 1480]
court-notice-line: Late Rajakara Kalyanappa, who was expired	[151, 1420, 263, 1433]
court-notice-line: CIVIL JUDGE & JMFC AT BALLARI	[151, 1189, 249, 1196]
court-notice-line: before this court.	[151, 1519, 212, 1526]
byline: ಕನ್ನಡನಾಡು ವಾರ್ತೆ	[590, 192, 633, 200]
court-notice-line: deaths, Taluk office, Ballari	[151, 1321, 249, 1328]
notice-sign-3: ಸಹಿ/-	[126, 1420, 139, 1429]
tender-phone: ದೂರವಾಣಿ:–08392–240709	[702, 1243, 781, 1251]
